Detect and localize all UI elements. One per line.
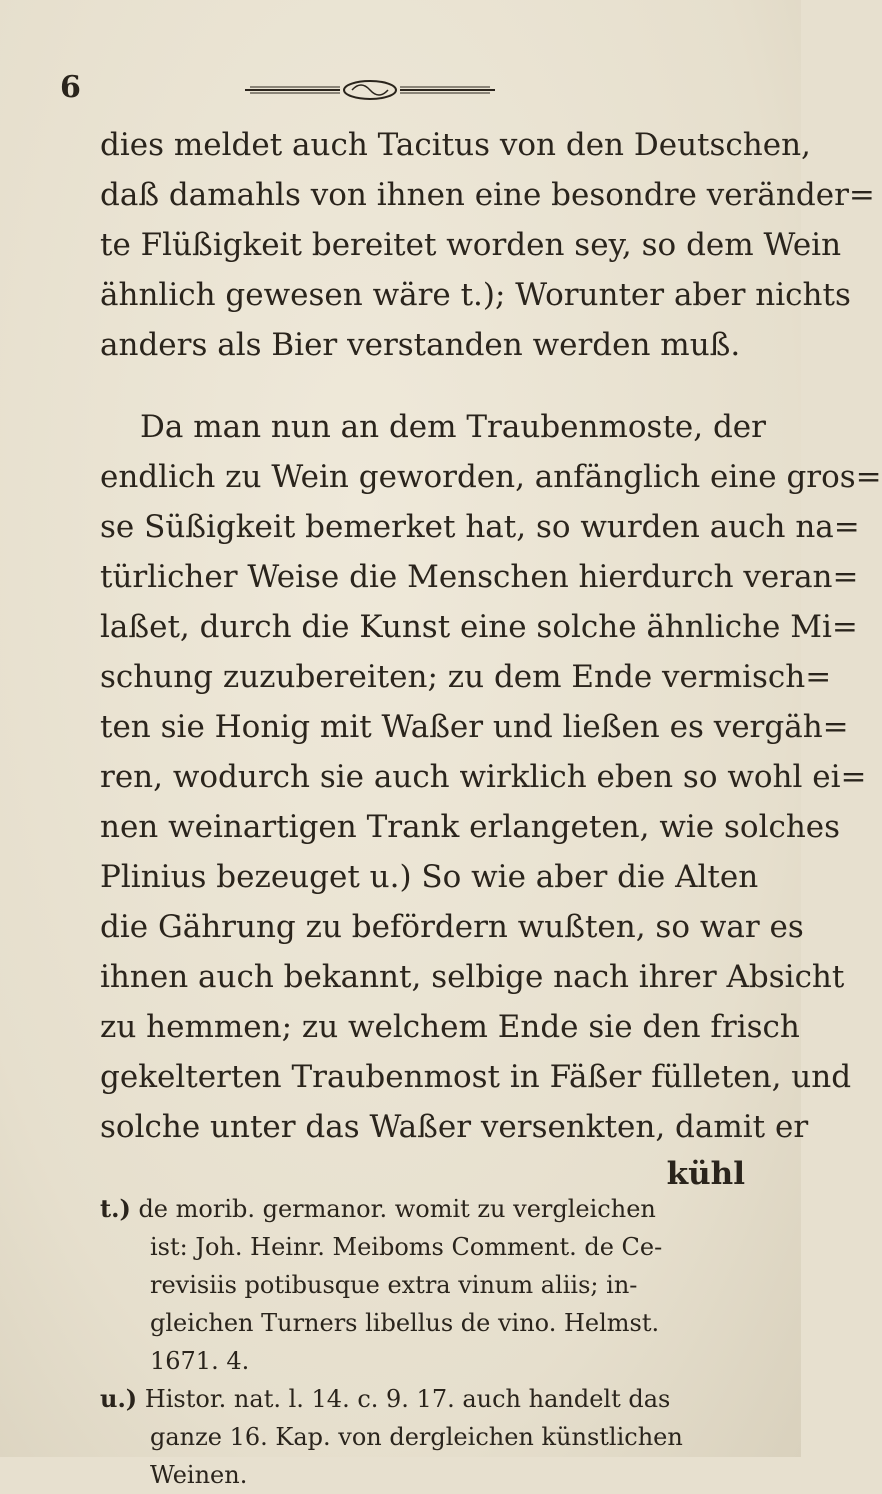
text-line: dies meldet auch Tacitus von den Deutschen, xyxy=(100,127,811,163)
text-line: laßet, durch die Kunst eine solche ähnliche Mi= xyxy=(100,609,858,645)
text-line: Plinius bezeuget u.) So wie aber die Alten xyxy=(100,859,759,895)
footnote-line: Weinen. xyxy=(150,1461,248,1489)
catchword: kühl xyxy=(666,1156,745,1192)
footnote-text: Histor. nat. l. 14. c. 9. 17. auch handelt das xyxy=(144,1385,671,1413)
text-line: nen weinartigen Trank erlangeten, wie solches xyxy=(100,809,841,845)
footnote-line: ist: Joh. Heinr. Meiboms Comment. de Ce- xyxy=(150,1233,663,1261)
text-line: gekelterten Traubenmost in Fäßer fülleten, und xyxy=(100,1059,852,1095)
text-line: die Gährung zu befördern wußten, so war es xyxy=(100,909,804,945)
footnote-line xyxy=(100,1190,780,1228)
footnote-line: gleichen Turners libellus de vino. Helmst. xyxy=(150,1309,660,1337)
page-header xyxy=(0,70,801,110)
footnote-line: 1671. 4. xyxy=(150,1347,250,1375)
text-line: ren, wodurch sie auch wirklich eben so wohl ei= xyxy=(100,759,867,795)
text-line: solche unter das Waßer versenkten, damit er xyxy=(100,1109,809,1145)
text-line: ähnlich gewesen wäre t.); Worunter aber nichts xyxy=(100,277,851,313)
text-line: ihnen auch bekannt, selbige nach ihrer Absicht xyxy=(100,959,845,995)
text-line: schung zuzubereiten; zu dem Ende vermisch= xyxy=(100,659,832,695)
footnote-mark: t.) xyxy=(100,1194,131,1223)
footnote-line: revisiis potibusque extra vinum aliis; in- xyxy=(150,1271,638,1299)
footnote-mark: u.) xyxy=(100,1384,138,1413)
text-line: daß damahls von ihnen eine besondre veränder= xyxy=(100,177,875,213)
main-text xyxy=(100,120,882,1197)
footnotes xyxy=(100,1190,780,1494)
text-line: se Süßigkeit bemerket hat, so wurden auch na= xyxy=(100,509,860,545)
text-line: ten sie Honig mit Waßer und ließen es vergäh= xyxy=(100,709,849,745)
text-line: endlich zu Wein geworden, anfänglich eine gros= xyxy=(100,459,882,495)
text-line: türlicher Weise die Menschen hierdurch veran= xyxy=(100,559,859,595)
text-line: zu hemmen; zu welchem Ende sie den frisch xyxy=(100,1009,800,1045)
header-ornament xyxy=(240,78,500,102)
text-line: te Flüßigkeit bereitet worden sey, so dem Wein xyxy=(100,227,842,263)
footnote-text: de morib. germanor. womit zu vergleichen xyxy=(138,1195,656,1223)
text-line: anders als Bier verstanden werden muß. xyxy=(100,327,741,363)
footnote-line xyxy=(100,1380,780,1418)
page-number: 6 xyxy=(60,70,81,105)
footnote-line: ganze 16. Kap. von dergleichen künstlichen xyxy=(150,1423,683,1451)
text-line: Da man nun an dem Traubenmoste, der xyxy=(140,409,766,445)
